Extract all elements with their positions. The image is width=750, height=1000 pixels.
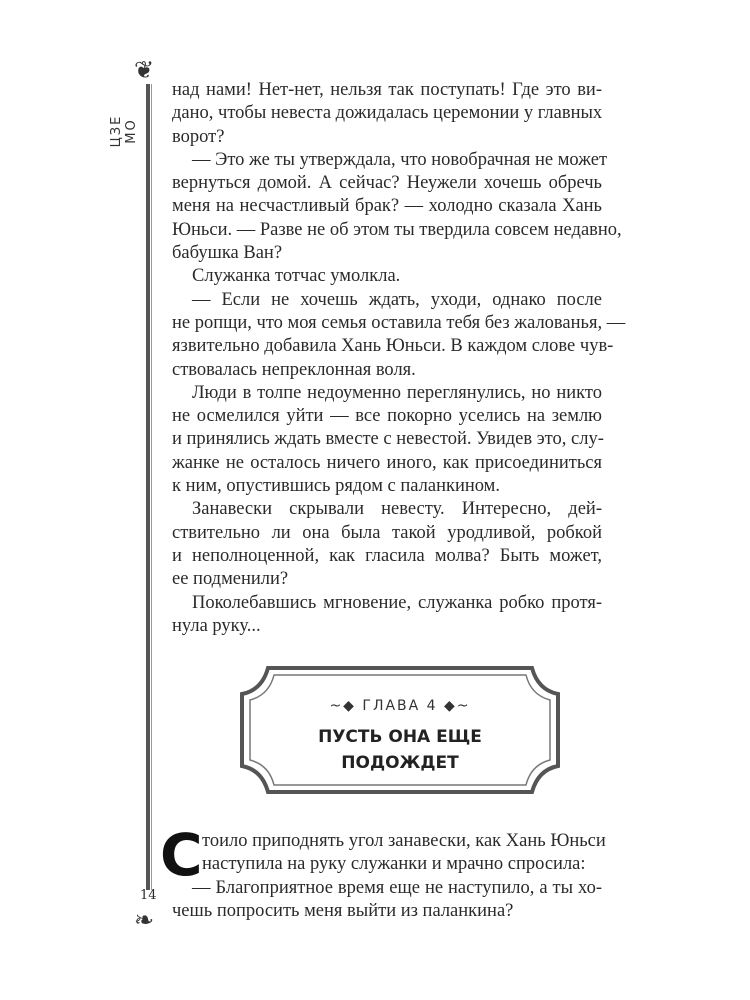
running-head: ЦЗЕ МО — [109, 114, 139, 148]
text-line: ствительно ли она была такой уродливой, робкой — [172, 522, 602, 543]
text-line: — Благоприятное время еще не наступило, а ты хо- — [192, 877, 602, 898]
text-line: к ним, опустившись рядом с паланкином. — [172, 476, 500, 497]
text-line: Служанка тотчас умолкла. — [192, 266, 401, 287]
bottom-ornament-icon: ❧ — [134, 906, 155, 934]
text-line: тоило приподнять угол занавески, как Хань Юньси — [202, 831, 606, 851]
text-line: язвительно добавила Хань Юньси. В каждом слове чув- — [172, 336, 614, 357]
swirl-left-icon: ~◆ — [329, 698, 363, 714]
page-number: 14 — [140, 888, 157, 903]
chapter-text — [172, 830, 606, 923]
text-line: и принялись ждать вместе с невестой. Увидев это, слу- — [172, 429, 604, 450]
chapter-heading-frame — [238, 664, 562, 796]
text-line: Поколебавшись мгновение, служанка робко протя- — [192, 592, 602, 613]
text-line: нула руку... — [172, 615, 261, 636]
body-text — [172, 79, 626, 638]
margin-rule — [146, 84, 150, 890]
margin-rule-thin — [151, 84, 152, 890]
top-ornament-icon: ❦ — [134, 56, 155, 84]
text-line: — Если не хочешь ждать, уходи, однако после — [192, 289, 602, 310]
text-line: Юньси. — Разве не об этом ты твердила совсем недавно, — [172, 219, 622, 240]
text-line: бабушка Ван? — [172, 243, 283, 264]
text-line: меня на несчастливый брак? — холодно сказала Хань — [172, 196, 602, 217]
text-line: вернуться домой. А сейчас? Неужели хочешь обречь — [172, 173, 602, 194]
chapter-title: ПУСТЬ ОНА ЕЩЕ ПОДОЖДЕТ — [318, 727, 482, 773]
swirl-right-icon: ◆~ — [437, 698, 471, 714]
text-line: наступила на руку служанки и мрачно спросила: — [202, 854, 586, 875]
drop-cap: С — [160, 821, 203, 889]
text-line: Занавески скрывали невесту. Интересно, дей- — [192, 499, 602, 520]
text-line: — Это же ты утверждала, что новобрачная не может — [192, 149, 608, 170]
text-line: не ропщи, что моя семья оставила тебя без жалованья, — — [172, 312, 626, 333]
text-line: ее подменили? — [172, 569, 289, 590]
text-line: над нами! Нет-нет, нельзя так поступать! Где это ви- — [172, 80, 602, 100]
chapter-number: ~◆ ГЛАВА 4 ◆~ — [329, 698, 471, 714]
text-line: чешь попросить меня выйти из паланкина? — [172, 900, 514, 921]
text-line: и неполноценной, как гласила молва? Быть может, — [172, 545, 602, 566]
text-line: Люди в толпе недоуменно переглянулись, но никто — [192, 382, 602, 403]
text-line: дано, чтобы невеста дожидалась церемонии у главных — [172, 103, 603, 124]
text-line: ворот? — [172, 126, 225, 147]
text-line: ствовалась непреклонная воля. — [172, 359, 416, 380]
text-line: не осмелился уйти — все покорно уселись на землю — [172, 406, 602, 427]
text-line: жанке не осталось ничего иного, как присоединиться — [172, 452, 602, 473]
